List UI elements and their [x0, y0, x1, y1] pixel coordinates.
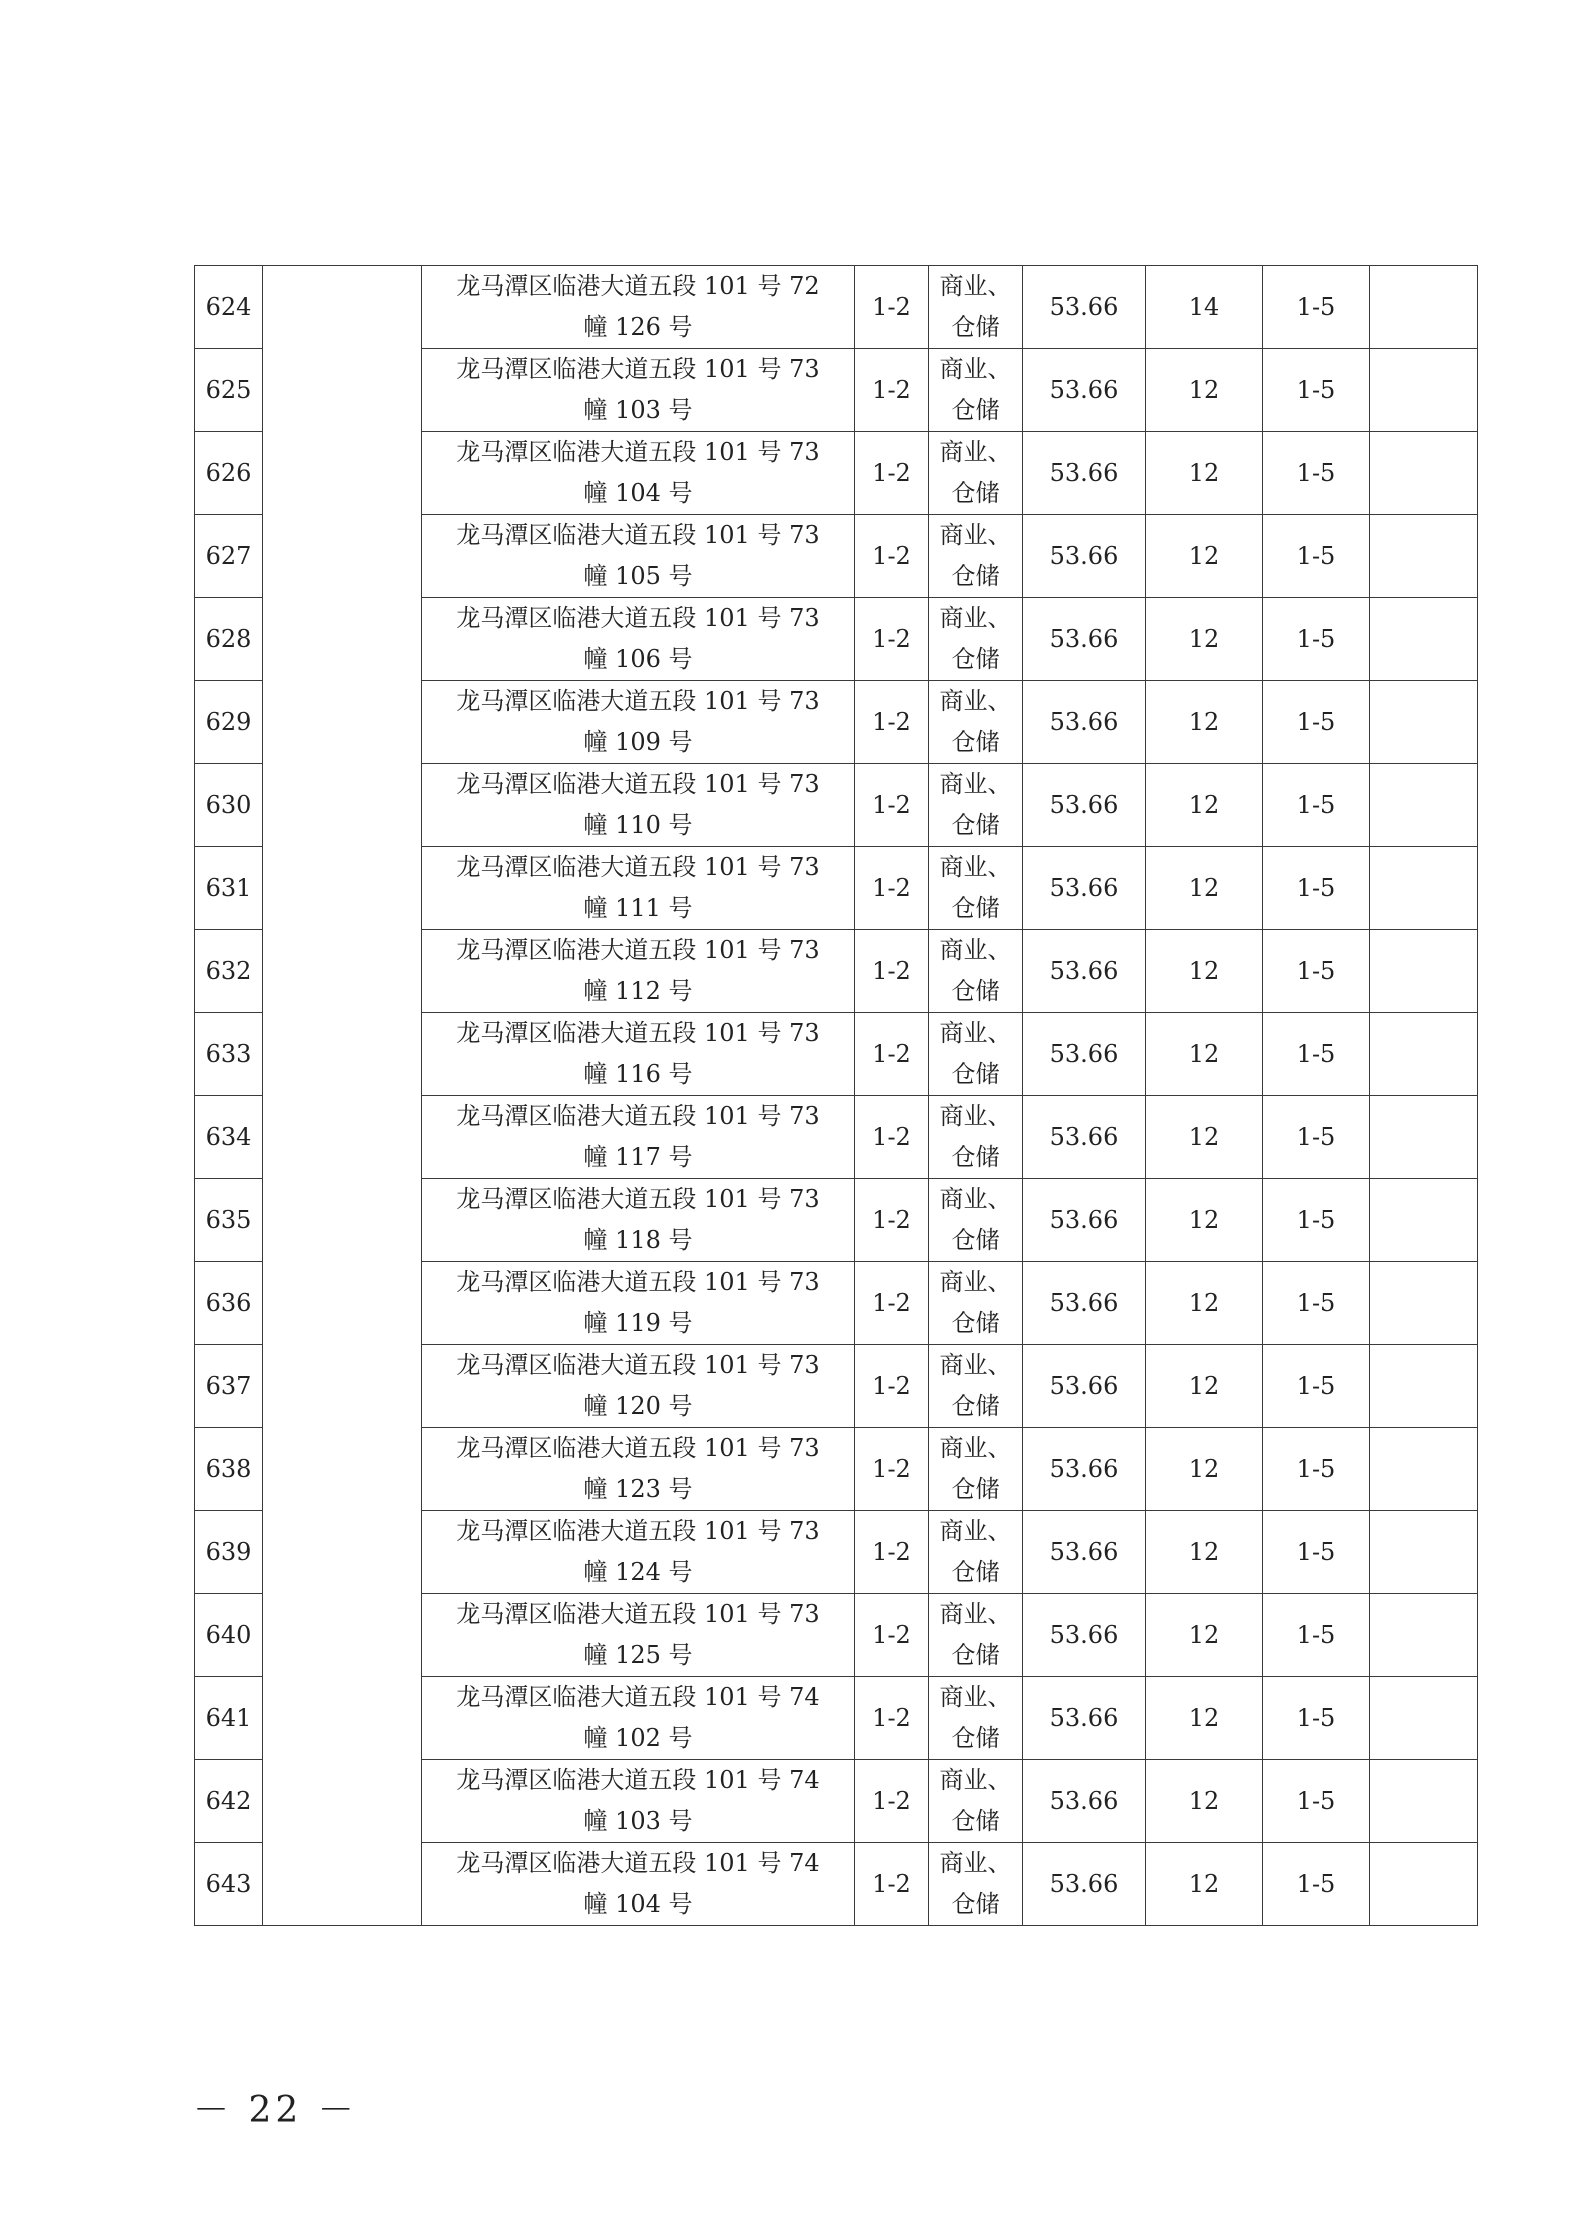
cell-blank: [1370, 515, 1478, 598]
cell-address-line-2: 幢 110 号: [583, 811, 693, 839]
cell-floors: 1-2: [855, 1428, 929, 1511]
cell-blank: [1370, 1096, 1478, 1179]
cell-floors: 1-2: [855, 1262, 929, 1345]
cell-address-line-1: 龙马潭区临港大道五段 101 号 73: [456, 438, 820, 466]
cell-address: [422, 930, 855, 1013]
cell-use-line-1: 商业、: [939, 936, 1012, 964]
cell-term: 1-5: [1263, 432, 1370, 515]
cell-address-line-1: 龙马潭区临港大道五段 101 号 73: [456, 770, 820, 798]
cell-address-line-2: 幢 126 号: [583, 313, 693, 341]
cell-address-line-2: 幢 120 号: [583, 1392, 693, 1420]
cell-use-line-2: 仓储: [951, 977, 1000, 1005]
cell-blank: [1370, 764, 1478, 847]
cell-number: 635: [195, 1179, 263, 1262]
cell-area: 53.66: [1023, 1179, 1146, 1262]
cell-use-line-1: 商业、: [939, 1434, 1012, 1462]
cell-use-line-1: 商业、: [939, 1849, 1012, 1877]
cell-address: [422, 1594, 855, 1677]
cell-use: [929, 1760, 1023, 1843]
cell-term: 1-5: [1263, 1428, 1370, 1511]
cell-address-line-2: 幢 117 号: [583, 1143, 693, 1171]
cell-address-line-1: 龙马潭区临港大道五段 101 号 73: [456, 1600, 820, 1628]
cell-blank: [1370, 1013, 1478, 1096]
cell-use-line-2: 仓储: [951, 1890, 1000, 1918]
cell-term: 1-5: [1263, 1511, 1370, 1594]
cell-number: 626: [195, 432, 263, 515]
cell-term: 1-5: [1263, 1594, 1370, 1677]
cell-count: 12: [1146, 681, 1263, 764]
cell-address-line-2: 幢 102 号: [583, 1724, 693, 1752]
cell-blank: [1370, 847, 1478, 930]
cell-floors: 1-2: [855, 266, 929, 349]
cell-address-line-1: 龙马潭区临港大道五段 101 号 74: [456, 1766, 820, 1794]
cell-use-line-2: 仓储: [951, 1724, 1000, 1752]
cell-address-line-2: 幢 111 号: [583, 894, 693, 922]
cell-use-line-2: 仓储: [951, 396, 1000, 424]
cell-floors: 1-2: [855, 847, 929, 930]
cell-area: 53.66: [1023, 764, 1146, 847]
cell-number: 637: [195, 1345, 263, 1428]
cell-address-line-2: 幢 124 号: [583, 1558, 693, 1586]
cell-address: [422, 1179, 855, 1262]
cell-use-line-2: 仓储: [951, 645, 1000, 673]
cell-number: 628: [195, 598, 263, 681]
cell-number: 632: [195, 930, 263, 1013]
cell-use: [929, 598, 1023, 681]
cell-address-line-2: 幢 123 号: [583, 1475, 693, 1503]
cell-number: 631: [195, 847, 263, 930]
cell-area: 53.66: [1023, 515, 1146, 598]
cell-use: [929, 1345, 1023, 1428]
cell-merged-blank: [263, 266, 422, 1926]
cell-address: [422, 432, 855, 515]
cell-address-line-1: 龙马潭区临港大道五段 101 号 73: [456, 1102, 820, 1130]
cell-number: 629: [195, 681, 263, 764]
cell-term: 1-5: [1263, 598, 1370, 681]
cell-address-line-1: 龙马潭区临港大道五段 101 号 72: [456, 272, 820, 300]
cell-floors: 1-2: [855, 1511, 929, 1594]
cell-use-line-2: 仓储: [951, 1309, 1000, 1337]
cell-use: [929, 1594, 1023, 1677]
cell-use: [929, 1262, 1023, 1345]
cell-use-line-2: 仓储: [951, 1226, 1000, 1254]
cell-count: 12: [1146, 1096, 1263, 1179]
cell-address-line-1: 龙马潭区临港大道五段 101 号 73: [456, 521, 820, 549]
cell-use: [929, 1843, 1023, 1926]
cell-use-line-2: 仓储: [951, 894, 1000, 922]
cell-use: [929, 1511, 1023, 1594]
cell-use-line-1: 商业、: [939, 1019, 1012, 1047]
cell-use-line-1: 商业、: [939, 355, 1012, 383]
cell-number: 630: [195, 764, 263, 847]
cell-use-line-2: 仓储: [951, 1060, 1000, 1088]
cell-address-line-2: 幢 125 号: [583, 1641, 693, 1669]
cell-area: 53.66: [1023, 847, 1146, 930]
cell-use: [929, 847, 1023, 930]
cell-blank: [1370, 432, 1478, 515]
cell-use-line-2: 仓储: [951, 1558, 1000, 1586]
cell-count: 12: [1146, 515, 1263, 598]
cell-address-line-2: 幢 103 号: [583, 1807, 693, 1835]
cell-term: 1-5: [1263, 1096, 1370, 1179]
cell-use-line-2: 仓储: [951, 562, 1000, 590]
cell-use-line-2: 仓储: [951, 1807, 1000, 1835]
cell-number: 638: [195, 1428, 263, 1511]
cell-number: 643: [195, 1843, 263, 1926]
cell-area: 53.66: [1023, 432, 1146, 515]
cell-count: 12: [1146, 1428, 1263, 1511]
cell-term: 1-5: [1263, 1760, 1370, 1843]
cell-use-line-1: 商业、: [939, 1268, 1012, 1296]
cell-count: 12: [1146, 1013, 1263, 1096]
cell-floors: 1-2: [855, 1760, 929, 1843]
cell-use-line-1: 商业、: [939, 1517, 1012, 1545]
cell-use-line-2: 仓储: [951, 1641, 1000, 1669]
cell-blank: [1370, 930, 1478, 1013]
cell-area: 53.66: [1023, 349, 1146, 432]
cell-use: [929, 1179, 1023, 1262]
cell-blank: [1370, 1677, 1478, 1760]
cell-address: [422, 598, 855, 681]
cell-area: 53.66: [1023, 1428, 1146, 1511]
cell-use: [929, 432, 1023, 515]
cell-address-line-1: 龙马潭区临港大道五段 101 号 73: [456, 1517, 820, 1545]
cell-blank: [1370, 1428, 1478, 1511]
cell-floors: 1-2: [855, 681, 929, 764]
cell-address: [422, 764, 855, 847]
cell-term: 1-5: [1263, 1677, 1370, 1760]
cell-area: 53.66: [1023, 1760, 1146, 1843]
cell-blank: [1370, 1760, 1478, 1843]
cell-number: 636: [195, 1262, 263, 1345]
cell-area: 53.66: [1023, 1345, 1146, 1428]
cell-count: 12: [1146, 349, 1263, 432]
cell-number: 625: [195, 349, 263, 432]
cell-floors: 1-2: [855, 1179, 929, 1262]
cell-use-line-1: 商业、: [939, 1185, 1012, 1213]
cell-area: 53.66: [1023, 1843, 1146, 1926]
cell-use-line-2: 仓储: [951, 1143, 1000, 1171]
cell-use-line-2: 仓储: [951, 479, 1000, 507]
cell-count: 12: [1146, 598, 1263, 681]
cell-address-line-1: 龙马潭区临港大道五段 101 号 74: [456, 1849, 820, 1877]
cell-use-line-2: 仓储: [951, 1475, 1000, 1503]
cell-use: [929, 266, 1023, 349]
cell-address-line-2: 幢 105 号: [583, 562, 693, 590]
cell-address: [422, 1760, 855, 1843]
cell-count: 12: [1146, 764, 1263, 847]
cell-term: 1-5: [1263, 1843, 1370, 1926]
cell-floors: 1-2: [855, 598, 929, 681]
cell-blank: [1370, 1594, 1478, 1677]
cell-address: [422, 1428, 855, 1511]
cell-address: [422, 1096, 855, 1179]
cell-address: [422, 1677, 855, 1760]
cell-address-line-1: 龙马潭区临港大道五段 101 号 73: [456, 687, 820, 715]
cell-address-line-1: 龙马潭区临港大道五段 101 号 73: [456, 936, 820, 964]
cell-area: 53.66: [1023, 1262, 1146, 1345]
cell-use-line-1: 商业、: [939, 687, 1012, 715]
cell-address-line-1: 龙马潭区临港大道五段 101 号 73: [456, 355, 820, 383]
cell-use-line-1: 商业、: [939, 1766, 1012, 1794]
table-body: [195, 266, 1478, 1926]
cell-use: [929, 930, 1023, 1013]
cell-address: [422, 349, 855, 432]
cell-blank: [1370, 1179, 1478, 1262]
cell-address-line-2: 幢 118 号: [583, 1226, 693, 1254]
cell-use-line-1: 商业、: [939, 1351, 1012, 1379]
cell-use-line-2: 仓储: [951, 1392, 1000, 1420]
cell-address-line-1: 龙马潭区临港大道五段 101 号 73: [456, 604, 820, 632]
cell-use: [929, 681, 1023, 764]
cell-area: 53.66: [1023, 1013, 1146, 1096]
cell-blank: [1370, 1511, 1478, 1594]
cell-address-line-1: 龙马潭区临港大道五段 101 号 73: [456, 1268, 820, 1296]
cell-address-line-1: 龙马潭区临港大道五段 101 号 73: [456, 1434, 820, 1462]
cell-use: [929, 1677, 1023, 1760]
cell-floors: 1-2: [855, 515, 929, 598]
cell-blank: [1370, 1345, 1478, 1428]
cell-area: 53.66: [1023, 1594, 1146, 1677]
cell-use-line-1: 商业、: [939, 1683, 1012, 1711]
cell-count: 12: [1146, 1760, 1263, 1843]
cell-address-line-2: 幢 106 号: [583, 645, 693, 673]
cell-address: [422, 1262, 855, 1345]
cell-use: [929, 515, 1023, 598]
cell-address-line-2: 幢 104 号: [583, 479, 693, 507]
cell-blank: [1370, 266, 1478, 349]
cell-term: 1-5: [1263, 764, 1370, 847]
cell-floors: 1-2: [855, 1013, 929, 1096]
cell-use-line-2: 仓储: [951, 811, 1000, 839]
cell-area: 53.66: [1023, 1096, 1146, 1179]
cell-area: 53.66: [1023, 681, 1146, 764]
cell-floors: 1-2: [855, 432, 929, 515]
cell-use-line-1: 商业、: [939, 1102, 1012, 1130]
cell-use-line-1: 商业、: [939, 1600, 1012, 1628]
cell-area: 53.66: [1023, 1511, 1146, 1594]
page-number: － 22 －: [193, 2090, 358, 2131]
cell-use-line-2: 仓储: [951, 728, 1000, 756]
cell-address-line-1: 龙马潭区临港大道五段 101 号 73: [456, 853, 820, 881]
cell-term: 1-5: [1263, 266, 1370, 349]
cell-number: 624: [195, 266, 263, 349]
cell-count: 12: [1146, 847, 1263, 930]
cell-use-line-1: 商业、: [939, 272, 1012, 300]
cell-floors: 1-2: [855, 1843, 929, 1926]
cell-address: [422, 515, 855, 598]
cell-number: 633: [195, 1013, 263, 1096]
cell-number: 640: [195, 1594, 263, 1677]
cell-count: 12: [1146, 1677, 1263, 1760]
cell-floors: 1-2: [855, 764, 929, 847]
cell-blank: [1370, 681, 1478, 764]
cell-address-line-2: 幢 112 号: [583, 977, 693, 1005]
cell-use-line-1: 商业、: [939, 770, 1012, 798]
cell-area: 53.66: [1023, 266, 1146, 349]
cell-number: 627: [195, 515, 263, 598]
cell-floors: 1-2: [855, 930, 929, 1013]
cell-use-line-1: 商业、: [939, 604, 1012, 632]
cell-floors: 1-2: [855, 1096, 929, 1179]
cell-area: 53.66: [1023, 930, 1146, 1013]
cell-address: [422, 1013, 855, 1096]
cell-address: [422, 266, 855, 349]
cell-use-line-2: 仓储: [951, 313, 1000, 341]
cell-use: [929, 1013, 1023, 1096]
cell-use-line-1: 商业、: [939, 853, 1012, 881]
cell-address: [422, 847, 855, 930]
cell-address: [422, 1345, 855, 1428]
cell-count: 12: [1146, 1511, 1263, 1594]
cell-term: 1-5: [1263, 1262, 1370, 1345]
cell-address-line-1: 龙马潭区临港大道五段 101 号 74: [456, 1683, 820, 1711]
cell-address-line-2: 幢 109 号: [583, 728, 693, 756]
cell-use-line-1: 商业、: [939, 438, 1012, 466]
cell-blank: [1370, 1262, 1478, 1345]
cell-area: 53.66: [1023, 1677, 1146, 1760]
cell-count: 12: [1146, 432, 1263, 515]
cell-term: 1-5: [1263, 930, 1370, 1013]
cell-floors: 1-2: [855, 1594, 929, 1677]
cell-use: [929, 349, 1023, 432]
cell-number: 639: [195, 1511, 263, 1594]
cell-area: 53.66: [1023, 598, 1146, 681]
cell-address-line-1: 龙马潭区临港大道五段 101 号 73: [456, 1019, 820, 1047]
property-table: [194, 265, 1478, 1926]
cell-address: [422, 1511, 855, 1594]
cell-count: 12: [1146, 1594, 1263, 1677]
cell-blank: [1370, 598, 1478, 681]
cell-floors: 1-2: [855, 349, 929, 432]
cell-address-line-1: 龙马潭区临港大道五段 101 号 73: [456, 1351, 820, 1379]
cell-count: 12: [1146, 1262, 1263, 1345]
cell-count: 14: [1146, 266, 1263, 349]
cell-term: 1-5: [1263, 681, 1370, 764]
cell-number: 642: [195, 1760, 263, 1843]
cell-floors: 1-2: [855, 1345, 929, 1428]
cell-count: 12: [1146, 930, 1263, 1013]
cell-use: [929, 764, 1023, 847]
cell-address-line-2: 幢 119 号: [583, 1309, 693, 1337]
cell-count: 12: [1146, 1843, 1263, 1926]
cell-term: 1-5: [1263, 1013, 1370, 1096]
cell-term: 1-5: [1263, 847, 1370, 930]
cell-term: 1-5: [1263, 1179, 1370, 1262]
cell-address-line-2: 幢 104 号: [583, 1890, 693, 1918]
cell-address: [422, 1843, 855, 1926]
cell-count: 12: [1146, 1345, 1263, 1428]
cell-blank: [1370, 349, 1478, 432]
cell-address-line-1: 龙马潭区临港大道五段 101 号 73: [456, 1185, 820, 1213]
cell-term: 1-5: [1263, 349, 1370, 432]
cell-address: [422, 681, 855, 764]
cell-use: [929, 1428, 1023, 1511]
cell-count: 12: [1146, 1179, 1263, 1262]
table-row: [195, 266, 1478, 349]
cell-number: 641: [195, 1677, 263, 1760]
cell-term: 1-5: [1263, 1345, 1370, 1428]
cell-blank: [1370, 1843, 1478, 1926]
cell-use-line-1: 商业、: [939, 521, 1012, 549]
cell-address-line-2: 幢 103 号: [583, 396, 693, 424]
cell-number: 634: [195, 1096, 263, 1179]
cell-term: 1-5: [1263, 515, 1370, 598]
cell-floors: 1-2: [855, 1677, 929, 1760]
cell-address-line-2: 幢 116 号: [583, 1060, 693, 1088]
cell-use: [929, 1096, 1023, 1179]
